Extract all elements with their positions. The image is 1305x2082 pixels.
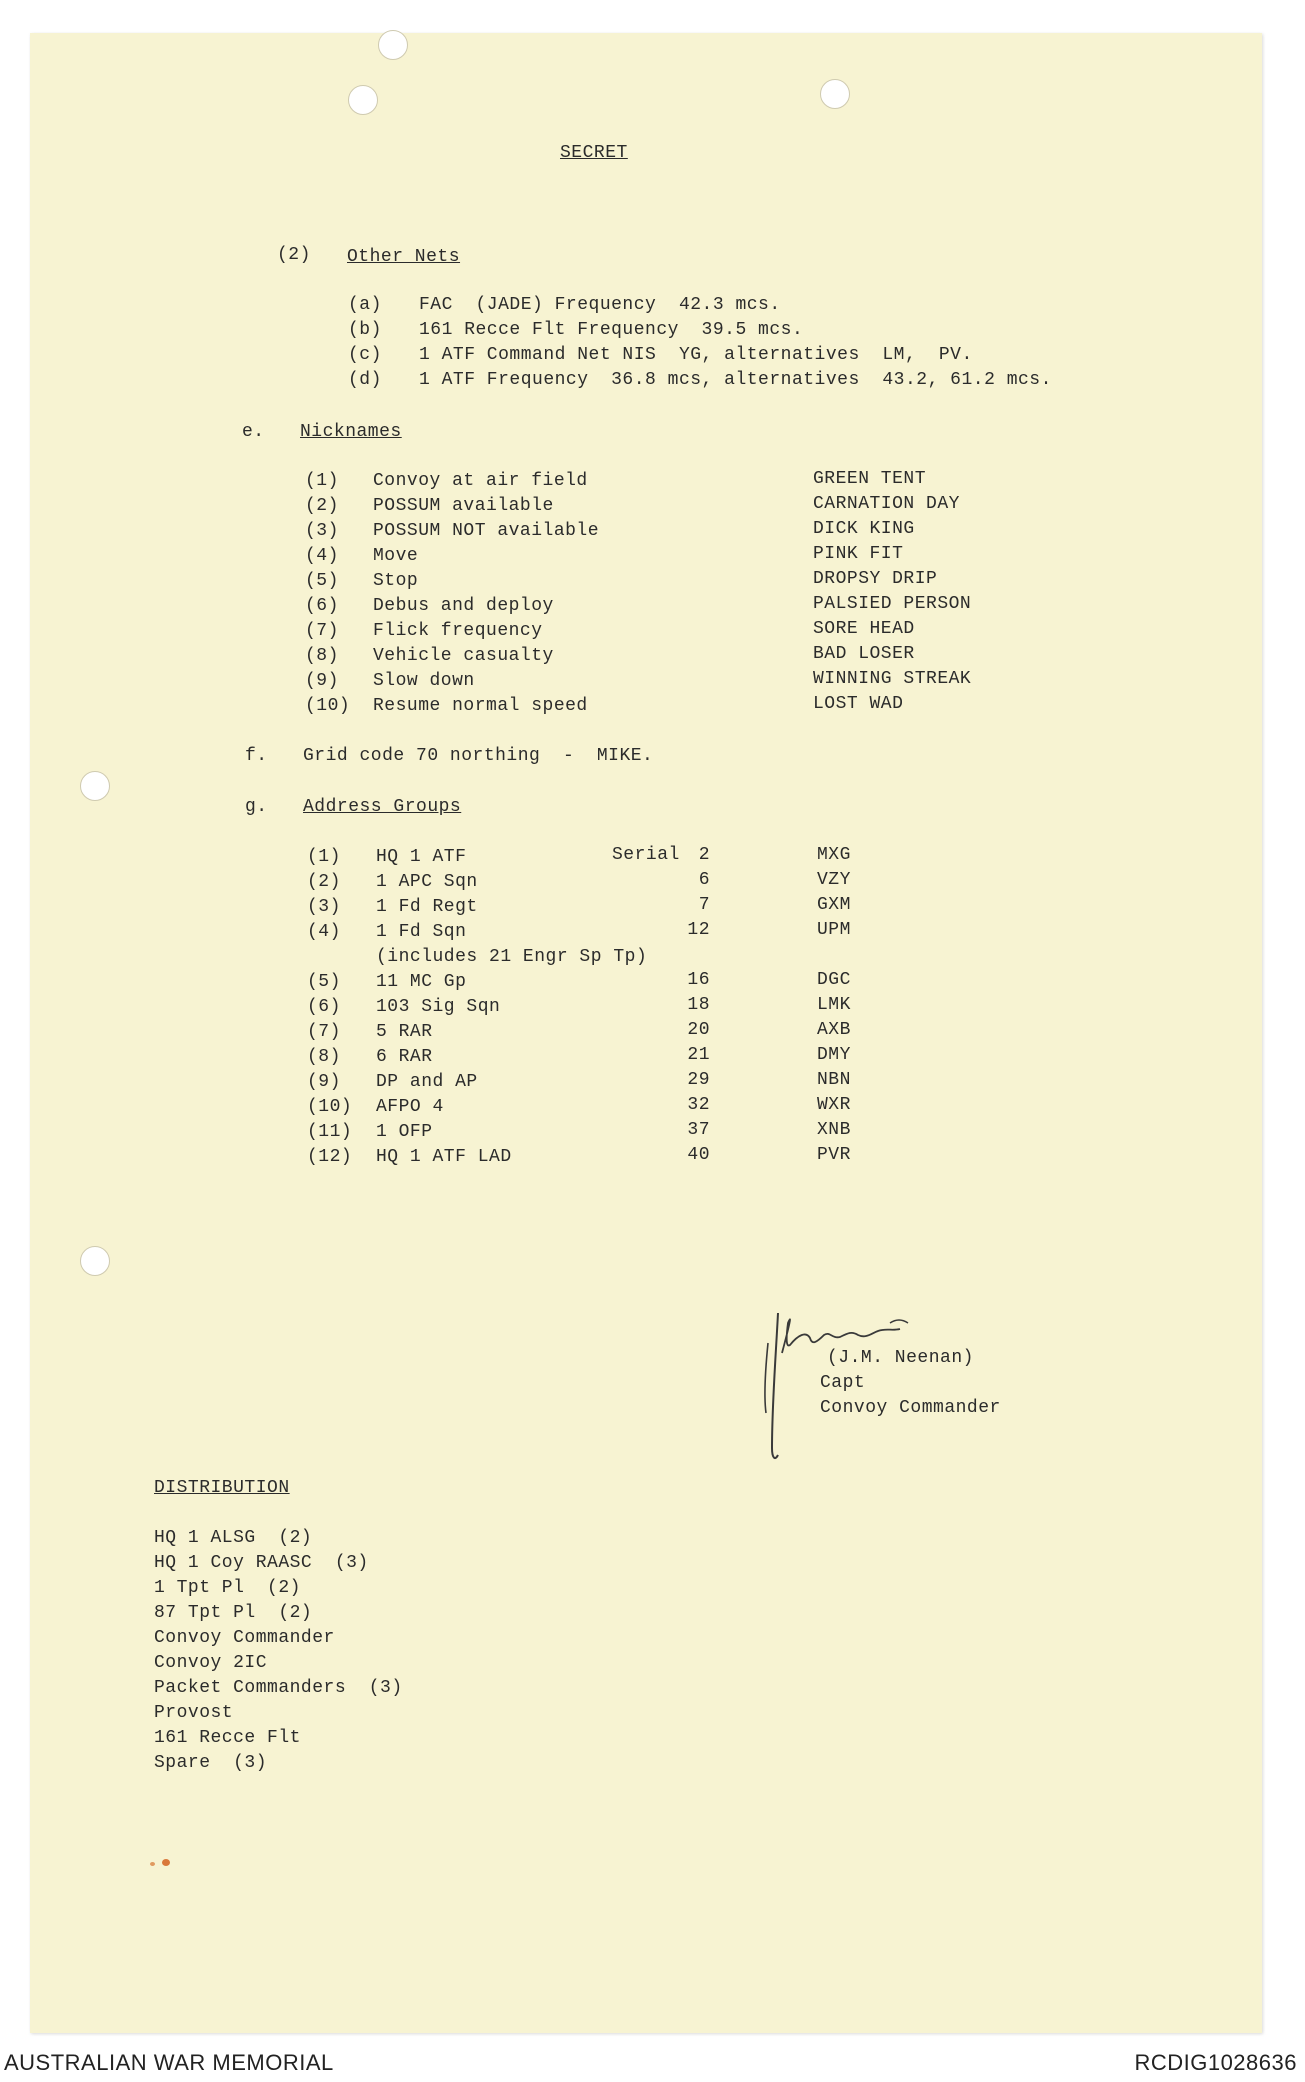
nickname-code: DICK KING bbox=[813, 519, 915, 539]
nickname-num: (8) bbox=[305, 646, 339, 666]
list-item-text: FAC (JADE) Frequency 42.3 mcs. bbox=[419, 295, 781, 315]
group-code: XNB bbox=[817, 1120, 851, 1140]
nickname-meaning: Move bbox=[373, 546, 419, 566]
nickname-meaning: Vehicle casualty bbox=[373, 646, 554, 666]
group-code: GXM bbox=[817, 895, 851, 915]
group-num: (10) bbox=[307, 1097, 353, 1117]
distribution-item: Convoy 2IC bbox=[154, 1653, 268, 1673]
stain-mark bbox=[150, 1862, 155, 1866]
signatory-appointment: Convoy Commander bbox=[820, 1398, 1001, 1418]
group-num: (5) bbox=[307, 972, 341, 992]
group-serial: 12 bbox=[687, 920, 710, 940]
group-num: (4) bbox=[307, 922, 341, 942]
group-serial: 18 bbox=[687, 995, 710, 1015]
nickname-code: CARNATION DAY bbox=[813, 494, 960, 514]
group-unit: 1 Fd Regt bbox=[376, 897, 478, 917]
group-num: (12) bbox=[307, 1147, 353, 1167]
nickname-code: BAD LOSER bbox=[813, 644, 915, 664]
nicknames-heading: Nicknames bbox=[300, 422, 402, 442]
group-serial: 7 bbox=[698, 895, 710, 915]
serial-label: Serial bbox=[612, 845, 680, 865]
footer-record-id: RCDIG1028636 bbox=[1134, 2050, 1297, 2075]
section-letter: g. bbox=[245, 797, 268, 817]
nickname-code: PINK FIT bbox=[813, 544, 904, 564]
punch-hole bbox=[80, 1246, 110, 1276]
group-num: (8) bbox=[307, 1047, 341, 1067]
group-serial: 37 bbox=[687, 1120, 710, 1140]
nickname-num: (10) bbox=[305, 696, 351, 716]
section-letter: f. bbox=[245, 746, 268, 766]
nickname-code: WINNING STREAK bbox=[813, 669, 972, 689]
distribution-item: Convoy Commander bbox=[154, 1628, 335, 1648]
group-unit: 1 Fd Sqn bbox=[376, 922, 467, 942]
nickname-meaning: Debus and deploy bbox=[373, 596, 554, 616]
group-serial: 21 bbox=[687, 1045, 710, 1065]
group-serial: 29 bbox=[687, 1070, 710, 1090]
group-code: UPM bbox=[817, 920, 851, 940]
other-nets-heading: Other Nets bbox=[347, 247, 461, 267]
nickname-meaning: POSSUM available bbox=[373, 496, 554, 516]
distribution-item: 87 Tpt Pl (2) bbox=[154, 1603, 313, 1623]
list-item-text: 1 ATF Frequency 36.8 mcs, alternatives 43.2, 61.2 mcs. bbox=[419, 370, 1052, 390]
nickname-code: GREEN TENT bbox=[813, 469, 927, 489]
document-page bbox=[30, 33, 1262, 2033]
nickname-meaning: Flick frequency bbox=[373, 621, 543, 641]
group-num: (1) bbox=[307, 847, 341, 867]
punch-hole bbox=[348, 85, 378, 115]
group-num: (7) bbox=[307, 1022, 341, 1042]
footer-archive-name: AUSTRALIAN WAR MEMORIAL bbox=[4, 2050, 334, 2075]
group-serial: 32 bbox=[687, 1095, 710, 1115]
distribution-item: Spare (3) bbox=[154, 1753, 268, 1773]
group-code: WXR bbox=[817, 1095, 851, 1115]
signatory-name: (J.M. Neenan) bbox=[827, 1348, 974, 1368]
group-code: MXG bbox=[817, 845, 851, 865]
group-code: DGC bbox=[817, 970, 851, 990]
nickname-meaning: Slow down bbox=[373, 671, 475, 691]
punch-hole bbox=[80, 771, 110, 801]
nickname-num: (9) bbox=[305, 671, 339, 691]
group-unit: 1 OFP bbox=[376, 1122, 433, 1142]
other-nets-number: (2) bbox=[277, 245, 311, 265]
punch-hole bbox=[378, 30, 408, 60]
section-letter: e. bbox=[242, 422, 265, 442]
nickname-code: LOST WAD bbox=[813, 694, 904, 714]
group-unit: 5 RAR bbox=[376, 1022, 433, 1042]
group-unit: DP and AP bbox=[376, 1072, 478, 1092]
group-num: (2) bbox=[307, 872, 341, 892]
group-serial: 20 bbox=[687, 1020, 710, 1040]
nickname-num: (6) bbox=[305, 596, 339, 616]
group-code: DMY bbox=[817, 1045, 851, 1065]
distribution-item: HQ 1 ALSG (2) bbox=[154, 1528, 313, 1548]
group-serial: 2 bbox=[698, 845, 710, 865]
grid-code-text: Grid code 70 northing - MIKE. bbox=[303, 746, 654, 766]
nickname-num: (1) bbox=[305, 471, 339, 491]
group-num: (11) bbox=[307, 1122, 353, 1142]
group-unit-note: (includes 21 Engr Sp Tp) bbox=[376, 947, 648, 967]
group-code: LMK bbox=[817, 995, 851, 1015]
nickname-num: (5) bbox=[305, 571, 339, 591]
group-unit: 6 RAR bbox=[376, 1047, 433, 1067]
nickname-num: (4) bbox=[305, 546, 339, 566]
group-serial: 40 bbox=[687, 1145, 710, 1165]
group-unit: 1 APC Sqn bbox=[376, 872, 478, 892]
group-unit: HQ 1 ATF LAD bbox=[376, 1147, 512, 1167]
distribution-item: 1 Tpt Pl (2) bbox=[154, 1578, 301, 1598]
group-code: NBN bbox=[817, 1070, 851, 1090]
group-num: (3) bbox=[307, 897, 341, 917]
list-item-letter: (a) bbox=[348, 295, 382, 315]
group-num: (6) bbox=[307, 997, 341, 1017]
group-num: (9) bbox=[307, 1072, 341, 1092]
list-item-letter: (d) bbox=[348, 370, 382, 390]
punch-hole bbox=[820, 79, 850, 109]
distribution-item: 161 Recce Flt bbox=[154, 1728, 301, 1748]
list-item-text: 161 Recce Flt Frequency 39.5 mcs. bbox=[419, 320, 804, 340]
stain-mark bbox=[162, 1859, 170, 1866]
group-unit: HQ 1 ATF bbox=[376, 847, 467, 867]
nickname-num: (7) bbox=[305, 621, 339, 641]
list-item-letter: (b) bbox=[348, 320, 382, 340]
nickname-meaning: Resume normal speed bbox=[373, 696, 588, 716]
nickname-code: DROPSY DRIP bbox=[813, 569, 938, 589]
list-item-letter: (c) bbox=[348, 345, 382, 365]
nickname-meaning: Stop bbox=[373, 571, 419, 591]
group-unit: AFPO 4 bbox=[376, 1097, 444, 1117]
nickname-num: (2) bbox=[305, 496, 339, 516]
nickname-meaning: Convoy at air field bbox=[373, 471, 588, 491]
address-groups-heading: Address Groups bbox=[303, 797, 462, 817]
nickname-code: PALSIED PERSON bbox=[813, 594, 972, 614]
nickname-num: (3) bbox=[305, 521, 339, 541]
signatory-rank: Capt bbox=[820, 1373, 866, 1393]
distribution-item: HQ 1 Coy RAASC (3) bbox=[154, 1553, 369, 1573]
distribution-heading: DISTRIBUTION bbox=[154, 1478, 290, 1498]
group-code: AXB bbox=[817, 1020, 851, 1040]
group-serial: 6 bbox=[698, 870, 710, 890]
classification-heading: SECRET bbox=[560, 143, 628, 163]
nickname-meaning: POSSUM NOT available bbox=[373, 521, 600, 541]
group-unit: 103 Sig Sqn bbox=[376, 997, 501, 1017]
group-serial: 16 bbox=[687, 970, 710, 990]
group-unit: 11 MC Gp bbox=[376, 972, 467, 992]
nickname-code: SORE HEAD bbox=[813, 619, 915, 639]
group-code: PVR bbox=[817, 1145, 851, 1165]
group-code: VZY bbox=[817, 870, 851, 890]
list-item-text: 1 ATF Command Net NIS YG, alternatives LM, PV. bbox=[419, 345, 973, 365]
distribution-item: Provost bbox=[154, 1703, 234, 1723]
distribution-item: Packet Commanders (3) bbox=[154, 1678, 403, 1698]
